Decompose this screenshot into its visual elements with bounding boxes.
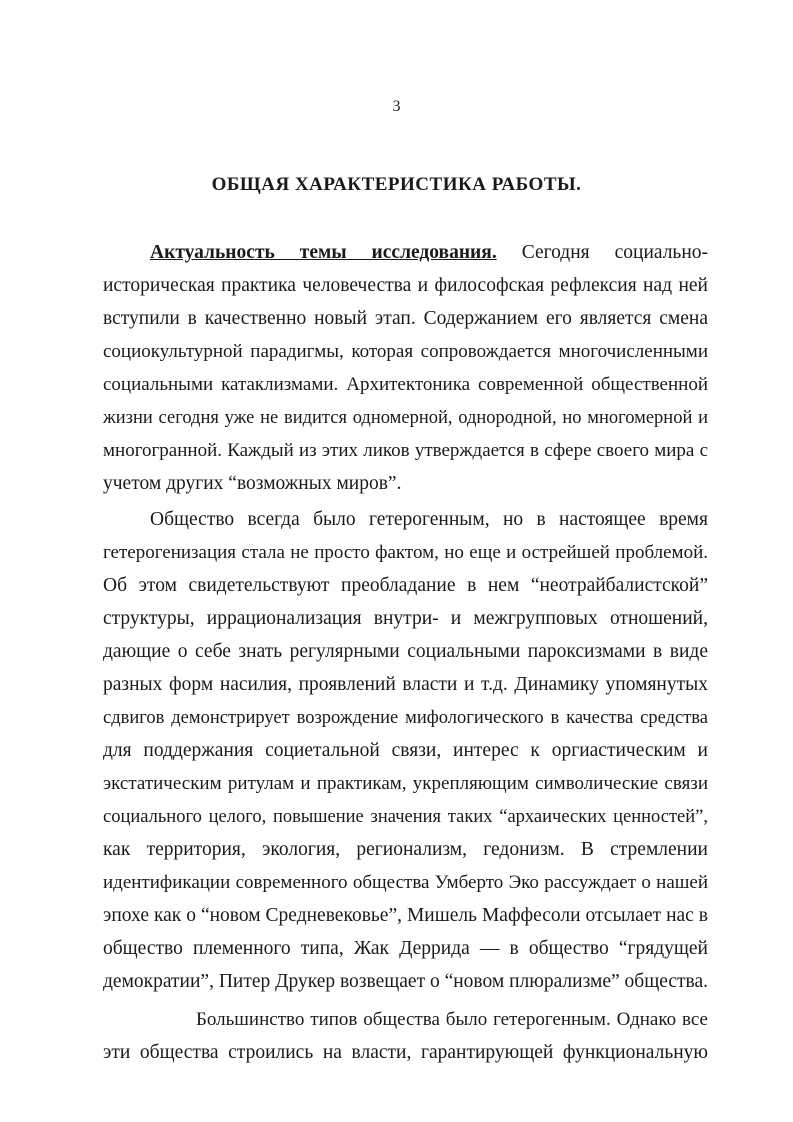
text-line: разных форм насилия, проявлений власти и т.д. Динамику упомянутых [103, 674, 708, 695]
text-line: демократии”, Питер Друкер возвещает о “новом плюрализме” общества. [103, 971, 709, 992]
text-line: учетом других “возможных миров”. [103, 473, 402, 494]
text-line: Об этом свидетельствуют преобладание в нем “неотрайбалистской” [103, 575, 708, 596]
text-line: для поддержания социетальной связи, интерес к оргиастическим и [103, 740, 708, 761]
text-line: гетерогенизация стала не просто фактом, но еще и острейшей проблемой. [103, 542, 708, 563]
text-line: структуры, иррационализация внутри- и межгрупповых отношений, [103, 608, 708, 629]
text-line: многогранной. Каждый из этих ликов утверждается в сфере своего мира с [103, 440, 708, 461]
text-line: историческая практика человечества и философская рефлексия над ней [103, 275, 708, 296]
text-line: социального целого, повышение значения таких “архаических ценностей”, [103, 807, 708, 827]
text-line: вступили в качественно новый этап. Содержанием его является смена [103, 308, 708, 329]
heading-line-rest: Сегодня социально- [521, 242, 709, 263]
page-title: ОБЩАЯ ХАРАКТЕРИСТИКА РАБОТЫ. [211, 174, 582, 195]
text-line: как территория, экология, регионализм, гедонизм. В стремлении [103, 839, 708, 860]
text-line: сдвигов демонстрирует возрождение мифологического в качества средства [103, 708, 708, 728]
text-line: эпохе как о “новом Средневековье”, Мишель Маффесоли отсылает нас в [103, 905, 708, 926]
text-line: социальными катаклизмами. Архитектоника современной общественной [103, 374, 708, 395]
text-line: Общество всегда было гетерогенным, но в настоящее время [150, 509, 708, 530]
page-number: 3 [392, 98, 401, 115]
text-line: эти общества строились на власти, гарантирующей функциональную [103, 1042, 708, 1063]
text-line: общество племенного типа, Жак Деррида — в общество “грядущей [103, 938, 708, 959]
text-line [150, 240, 708, 266]
text-line: Большинство типов общества было гетерогенным. Однако все [196, 1009, 708, 1030]
text-line: социокультурной парадигмы, которая сопровождается многочисленными [103, 341, 708, 362]
text-line: идентификации современного общества Умберто Эко рассуждает о нашей [103, 872, 708, 893]
text-line: жизни сегодня уже не видится одномерной, однородной, но многомерной и [103, 408, 708, 428]
text-line: экстатическим ритулам и практикам, укрепляющим символические связи [103, 773, 708, 794]
text-line: дающие о себе знать регулярными социальными пароксизмами в виде [103, 641, 708, 662]
section-heading: Актуальность темы исследования. [150, 242, 497, 263]
